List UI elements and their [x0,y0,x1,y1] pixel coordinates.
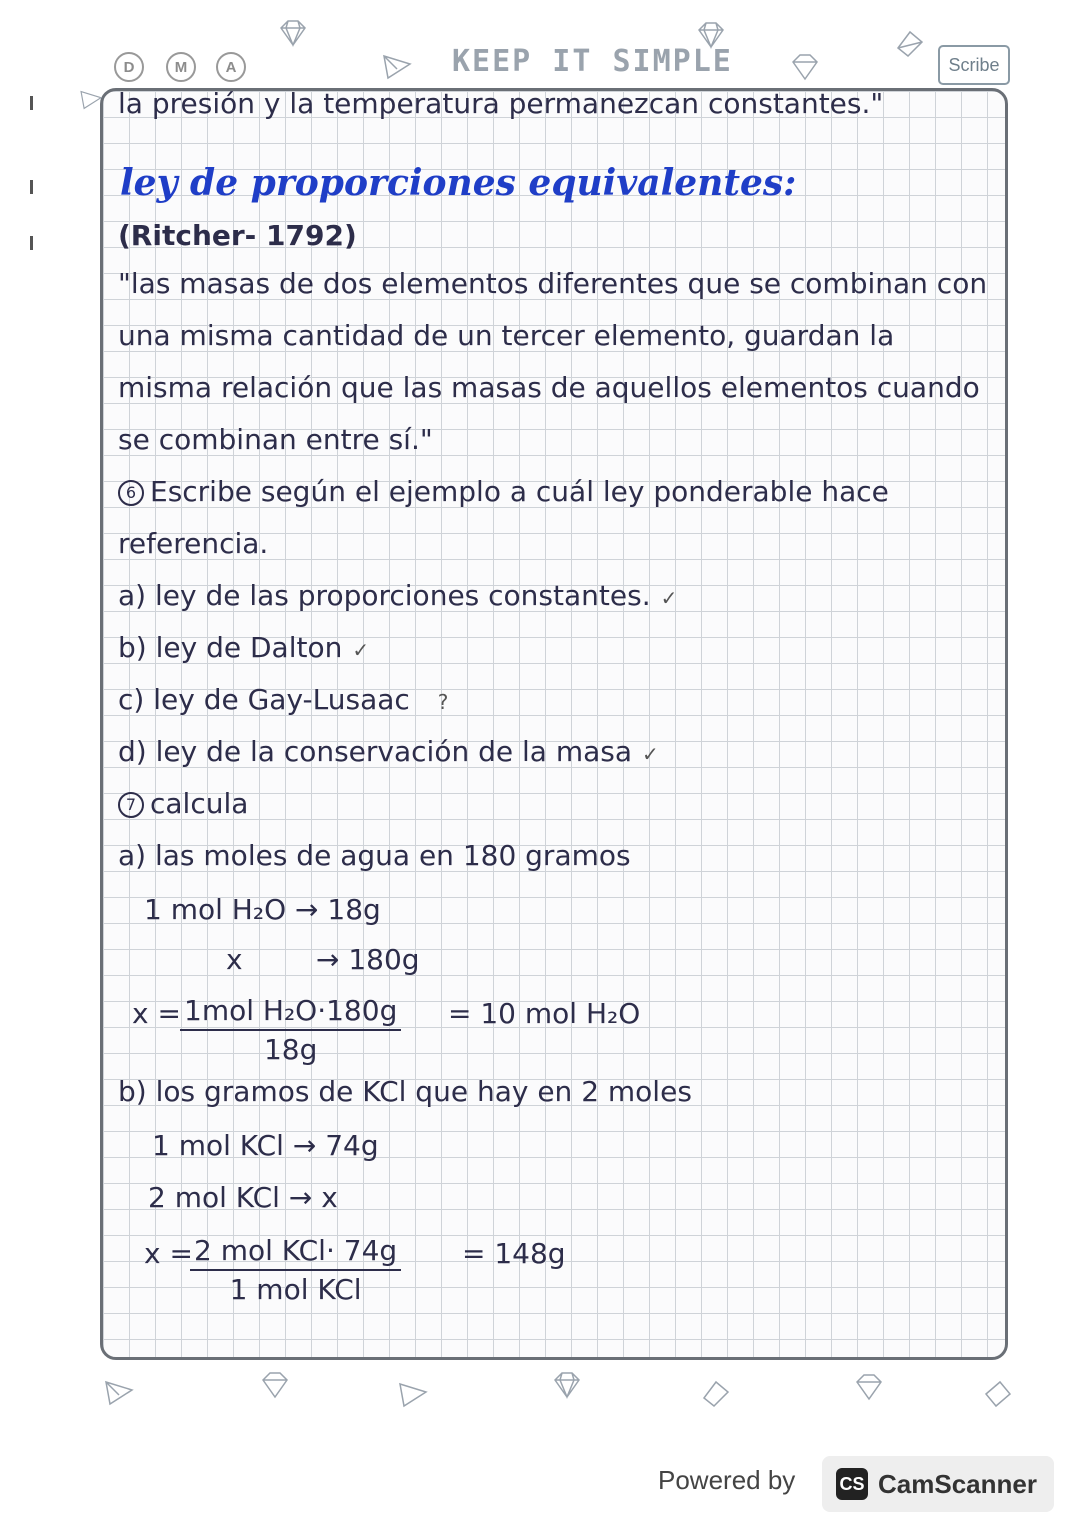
notebook-brand: KEEP IT SIMPLE [452,44,733,79]
question-text: Escribe según el ejemplo a cuál ley ponderable hace [150,475,889,508]
question-text: calcula [150,787,249,820]
diamond-icon [78,88,104,112]
fraction [180,994,401,1066]
scribe-logo: Scribe [938,45,1010,85]
diamond-icon [892,28,926,58]
diamond-icon [694,20,728,50]
diamond-icon [380,52,414,82]
question-number: 7 [118,792,144,818]
camscanner-badge [822,1456,1054,1512]
check-mark: ✓ [352,638,370,662]
diamond-icon [550,1370,584,1400]
section-title: ley de proporciones equivalentes: [120,162,797,204]
denominator: 1 mol KCl [229,1273,362,1306]
page-edge-marks [20,0,60,1528]
question-text: referencia. [118,527,269,560]
fraction [190,1234,401,1306]
diamond-icon [396,1380,430,1410]
day-circle-a: A [216,52,246,82]
option-text: a) ley de las proporciones constantes. [118,579,651,612]
answer-option [118,579,678,612]
rule-of-three-line: 1 mol H₂O → 18g [144,893,381,926]
option-text: d) ley de la conservación de la masa [118,735,633,768]
diamond-icon [788,52,822,82]
equation-result: = 148g [462,1237,566,1270]
diamond-icon [980,1378,1014,1408]
rule-of-three-line: → 180g [316,943,420,976]
equation-lhs: x = [132,997,181,1030]
option-text: b) ley de Dalton [118,631,343,664]
law-quote-line: misma relación que las masas de aquellos elementos cuando [118,371,980,404]
answer-option [118,735,659,768]
law-author: (Ritcher- 1792) [118,219,357,252]
day-circle-d: D [114,52,144,82]
camscanner-name: CamScanner [878,1468,1037,1499]
diamond-icon [852,1372,886,1402]
law-quote-line: una misma cantidad de un tercer elemento, guardan la [118,319,895,352]
day-circle-m: M [166,52,196,82]
question-number: 6 [118,480,144,506]
rule-of-three-line: 2 mol KCl → x [148,1181,338,1214]
question-7 [118,787,249,820]
numerator: 2 mol KCl· 74g [190,1234,401,1271]
rule-of-three-unknown: x [226,943,243,976]
question-6 [118,475,889,508]
check-mark: ✓ [642,742,659,766]
law-quote-line: "las masas de dos elementos diferentes que se combinan con [118,267,988,300]
exercise-part-a: a) las moles de agua en 180 gramos [118,839,631,872]
question-mark: ? [437,690,449,714]
note-line: la presión y la temperatura permanezcan constantes." [118,87,884,120]
powered-by-label: Powered by [658,1465,796,1495]
option-text: c) ley de Gay-Lusaac [118,683,410,716]
exercise-part-b: b) los gramos de KCl que hay en 2 moles [118,1075,692,1108]
diamond-icon [698,1378,732,1408]
rule-of-three-line: 1 mol KCl → 74g [152,1129,379,1162]
law-quote-line: se combinan entre sí." [118,423,433,456]
equation-lhs: x = [144,1237,193,1270]
answer-option [118,683,449,716]
camscanner-logo-icon: CS [836,1468,868,1500]
check-mark: ✓ [660,586,678,610]
diamond-icon [102,1378,136,1408]
equation-result: = 10 mol H₂O [448,997,641,1030]
diamond-icon [276,18,310,48]
diamond-icon [258,1370,292,1400]
answer-option [118,631,370,664]
denominator: 18g [263,1033,318,1066]
numerator: 1mol H₂O·180g [180,994,401,1031]
